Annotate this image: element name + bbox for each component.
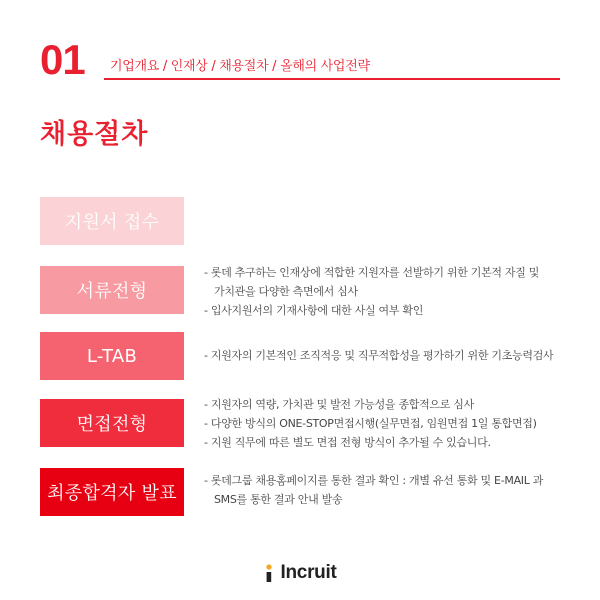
step-document-screening bbox=[40, 266, 184, 314]
step-label: 서류전형 bbox=[76, 281, 148, 302]
description-line: - 롯데그룹 채용홈페이지를 통한 결과 확인 : 개별 유선 통화 및 E-MAIL 과 bbox=[204, 474, 544, 487]
step-description-interview bbox=[204, 395, 584, 452]
description-line: - 다양한 방식의 ONE-STOP면접시행(실무면접, 임원면접 1일 통합면접) bbox=[204, 417, 537, 430]
step-description-ltab bbox=[204, 346, 584, 365]
step-description-document-screening bbox=[204, 263, 584, 320]
step-description-final-announcement bbox=[204, 471, 584, 509]
step-interview bbox=[40, 399, 184, 447]
step-label: 최종합격자 발표 bbox=[47, 483, 177, 504]
section-header bbox=[40, 38, 560, 82]
description-line: - 지원 직무에 따른 별도 면접 전형 방식이 추가될 수 있습니다. bbox=[204, 436, 491, 449]
description-line: 가치관을 다양한 측면에서 심사 bbox=[214, 285, 358, 298]
step-application bbox=[40, 197, 184, 245]
description-line: SMS를 통한 결과 안내 발송 bbox=[214, 493, 343, 506]
description-line: - 입사지원서의 기재사항에 대한 사실 여부 확인 bbox=[204, 304, 424, 317]
step-label: L-TAB bbox=[86, 345, 138, 367]
step-ltab bbox=[40, 332, 184, 380]
section-number: 01 bbox=[40, 36, 85, 83]
description-line: - 롯데 추구하는 인재상에 적합한 지원자를 선발하기 위한 기본적 자질 및 bbox=[204, 266, 540, 279]
logo-mark-icon bbox=[264, 562, 280, 584]
step-final-announcement bbox=[40, 468, 184, 516]
breadcrumb: 기업개요 / 인재상 / 채용절차 / 올해의 사업전략 bbox=[110, 59, 370, 74]
step-label: 면접전형 bbox=[76, 414, 148, 435]
description-line: - 지원자의 역량, 가치관 및 발전 가능성을 종합적으로 심사 bbox=[204, 398, 474, 411]
header-divider bbox=[104, 78, 560, 80]
description-line: - 지원자의 기본적인 조직적응 및 직무적합성을 평가하기 위한 기초능력검사 bbox=[204, 349, 554, 362]
step-label: 지원서 접수 bbox=[64, 212, 160, 233]
page-title: 채용절차 bbox=[40, 119, 149, 150]
incruit-logo bbox=[0, 562, 600, 584]
logo-text: Incruit bbox=[280, 562, 337, 583]
